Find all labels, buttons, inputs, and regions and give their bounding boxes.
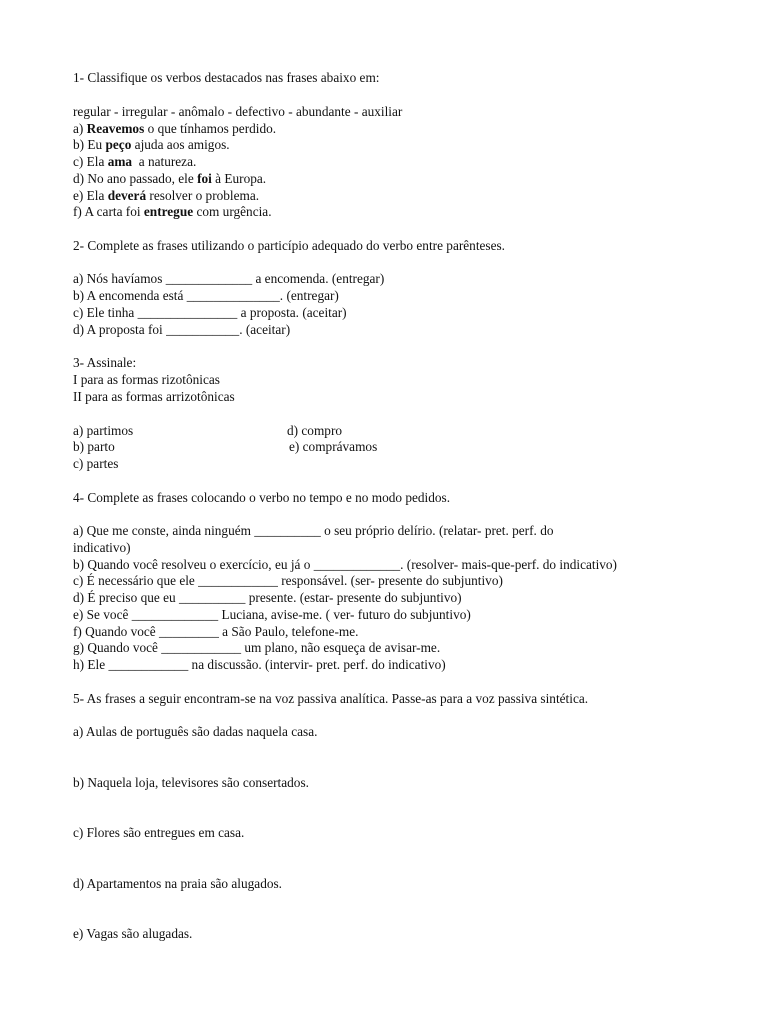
q4-item-d: d) É preciso que eu __________ presente. (estar- presente do subjuntivo) [73,590,462,605]
q3-option-d: d) compro [287,423,343,438]
q3-option-c: c) partes [73,456,119,471]
q4-title: 4- Complete as frases colocando o verbo no tempo e no modo pedidos. [73,490,451,505]
q5-item-b: b) Naquela loja, televisores são consertados. [73,775,309,790]
q4-item-g: g) Quando você ____________ um plano, não esqueça de avisar-me. [73,640,441,655]
q1-item-b-post: ajuda aos amigos. [131,137,230,152]
q1-item-b-pre: b) Eu [73,137,106,152]
q1-item-e-post: resolver o problema. [146,188,260,203]
q1-item-e [73,188,259,204]
q5-title: 5- As frases a seguir encontram-se na voz passiva analítica. Passe-as para a voz passiva sintética. [73,691,589,706]
q1-item-f-pre: f) A carta foi [73,204,144,219]
q5-item-d: d) Apartamentos na praia são alugados. [73,876,282,891]
q1-item-c-pre: c) Ela [73,154,108,169]
q5-item-e: e) Vagas são alugadas. [73,926,193,941]
q3-line-2: II para as formas arrizotônicas [73,389,235,404]
q1-item-f-post: com urgência. [193,204,272,219]
q4-item-h: h) Ele ____________ na discussão. (intervir- pret. perf. do indicativo) [73,657,446,672]
q4-item-e: e) Se você _____________ Luciana, avise-me. ( ver- futuro do subjuntivo) [73,607,471,622]
q4-item-a-cont: indicativo) [73,540,131,555]
q1-item-c-verb: ama [107,154,133,169]
q1-item-d-post: à Europa. [211,171,267,186]
q3-option-e: e) comprávamos [289,439,378,454]
q1-item-e-verb: deverá [107,188,147,203]
q2-item-b: b) A encomenda está ______________. (entregar) [73,288,339,303]
q1-item-f-verb: entregue [143,204,194,219]
q1-item-b [73,137,230,153]
q1-item-e-pre: e) Ela [73,188,108,203]
q2-item-a: a) Nós havíamos _____________ a encomenda. (entregar) [73,271,385,286]
q2-item-c: c) Ele tinha _______________ a proposta. (aceitar) [73,305,347,320]
q1-item-d-pre: d) No ano passado, ele [73,171,198,186]
q1-item-c [73,154,196,170]
q3-option-b: b) parto [73,439,115,454]
q5-item-c: c) Flores são entregues em casa. [73,825,245,840]
q5-item-a: a) Aulas de português são dadas naquela casa. [73,724,318,739]
q1-item-d-verb: foi [197,171,212,186]
q3-option-a: a) partimos [73,423,134,438]
q1-item-c-post: a natureza. [132,154,197,169]
q4-item-a: a) Que me conste, ainda ninguém __________ o seu próprio delírio. (relatar- pret. perf. do [73,523,554,538]
q1-item-d [73,171,266,187]
q4-item-c: c) É necessário que ele ____________ responsável. (ser- presente do subjuntivo) [73,573,503,588]
q1-item-a-post: o que tínhamos perdido. [144,121,277,136]
q1-item-b-verb: peço [105,137,132,152]
q1-item-f [73,204,272,220]
q1-item-a-verb: Reavemos [86,121,145,136]
q1-title: 1- Classifique os verbos destacados nas frases abaixo em: [73,70,380,85]
q1-item-a-pre: a) [73,121,87,136]
q1-options: regular - irregular - anômalo - defectivo - abundante - auxiliar [73,104,403,119]
q1-item-a [73,121,276,137]
q3-line-1: I para as formas rizotônicas [73,372,220,387]
q3-title: 3- Assinale: [73,355,137,370]
q2-item-d: d) A proposta foi ___________. (aceitar) [73,322,291,337]
q4-item-b: b) Quando você resolveu o exercício, eu já o _____________. (resolver- mais-que-perf. do indicativo) [73,557,617,572]
q2-title: 2- Complete as frases utilizando o particípio adequado do verbo entre parênteses. [73,238,505,253]
q4-item-f: f) Quando você _________ a São Paulo, telefone-me. [73,624,359,639]
